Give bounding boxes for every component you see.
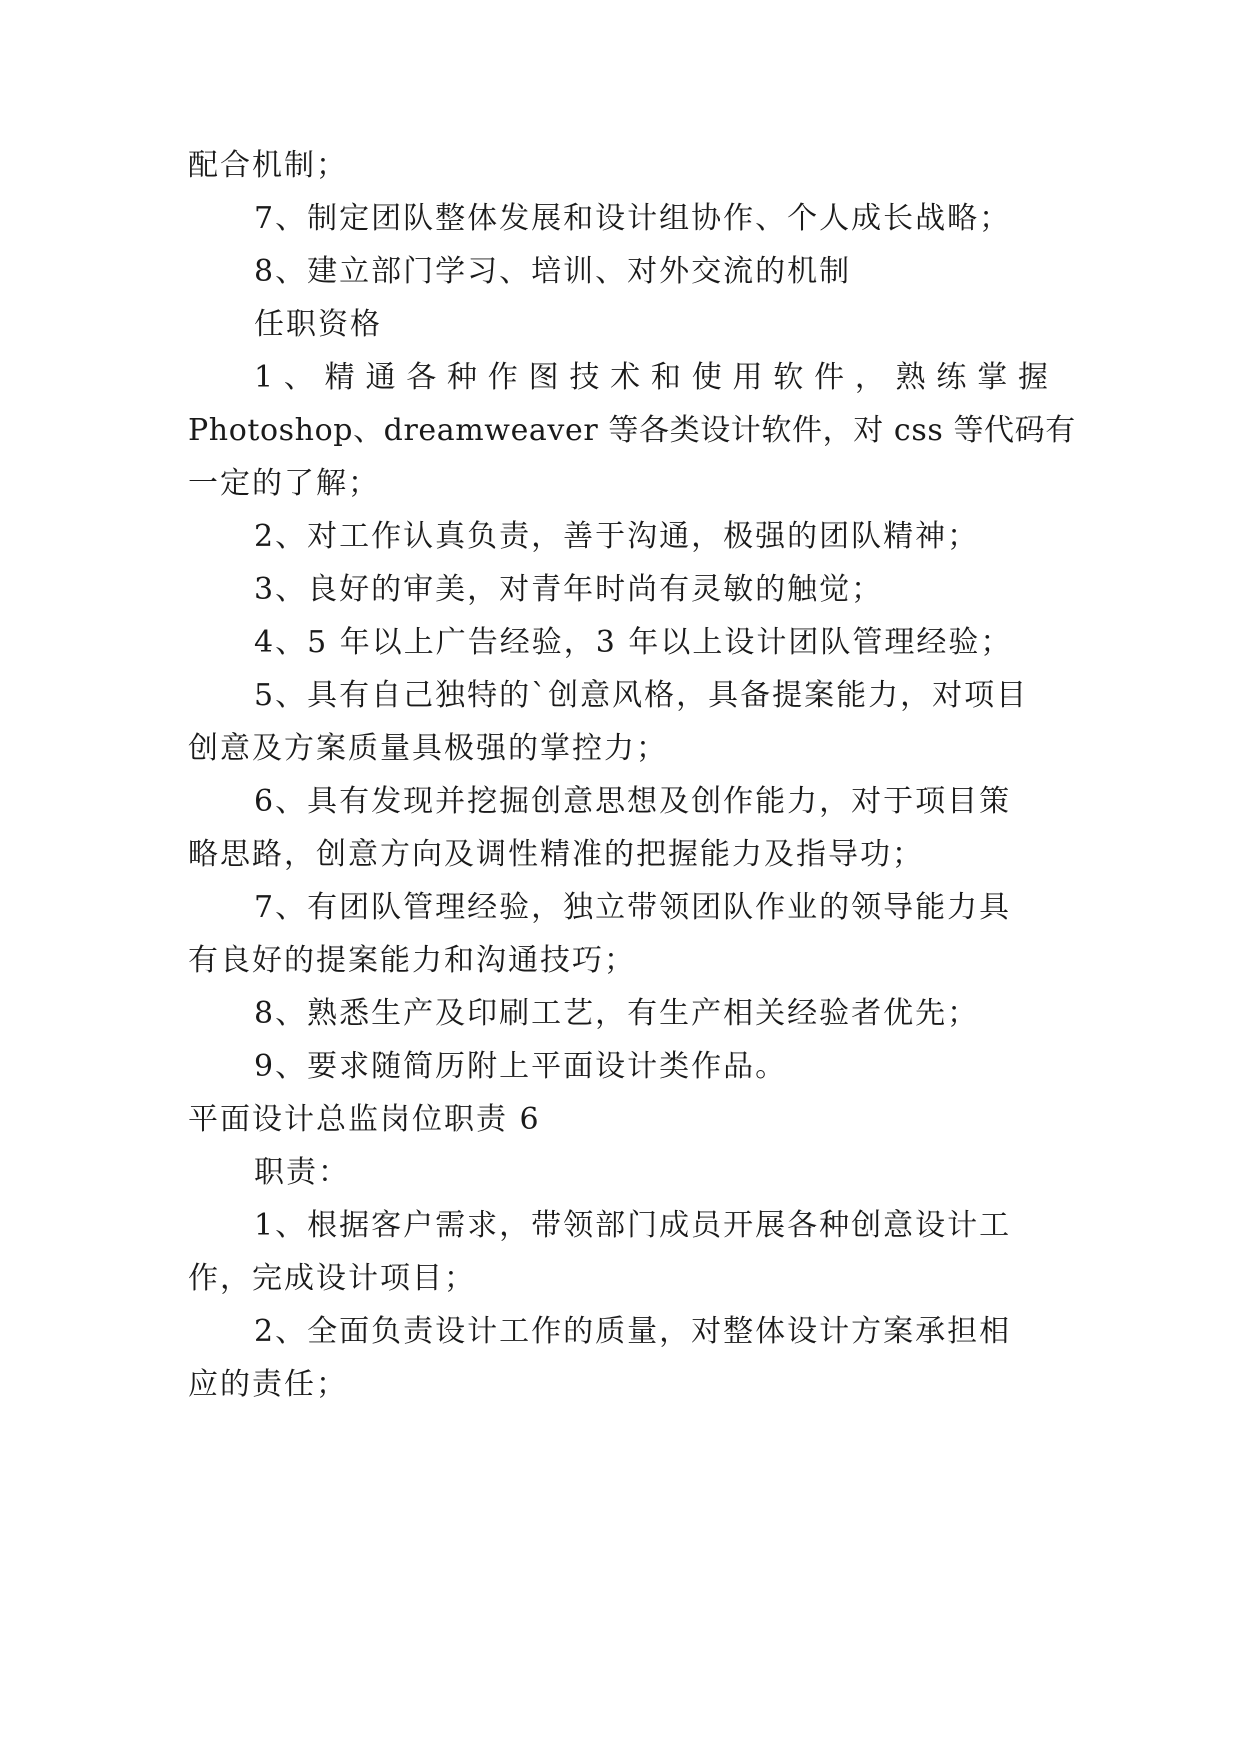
text-line: 作，完成设计项目； <box>188 1261 476 1296</box>
section-title: 平面设计总监岗位职责 6 <box>188 1102 541 1137</box>
text-line: 5、具有自己独特的`创意风格，具备提案能力，对项目 <box>254 678 1029 713</box>
text-line: 8、熟悉生产及印刷工艺，有生产相关经验者优先； <box>254 996 980 1031</box>
text-line: Photoshop、dreamweaver 等各类设计软件，对 css 等代码有 <box>188 413 1076 448</box>
text-line: 2、对工作认真负责，善于沟通，极强的团队精神； <box>254 519 980 554</box>
text-line: 配合机制； <box>188 148 348 183</box>
section-heading: 任职资格 <box>254 307 382 342</box>
text-line: 一定的了解； <box>188 466 380 501</box>
text-line: 4、5 年以上广告经验，3 年以上设计团队管理经验； <box>254 625 1013 660</box>
text-line: 7、制定团队整体发展和设计组协作、个人成长战略； <box>254 201 1012 236</box>
text-line: 1、精通各种作图技术和使用软件，熟练掌握 <box>254 360 1050 395</box>
text-line: 2、全面负责设计工作的质量，对整体设计方案承担相 <box>254 1314 1012 1349</box>
text-line: 略思路，创意方向及调性精准的把握能力及指导功； <box>188 837 924 872</box>
text-line: 有良好的提案能力和沟通技巧； <box>188 943 636 978</box>
text-line: 9、要求随简历附上平面设计类作品。 <box>254 1049 788 1084</box>
section-heading: 职责： <box>254 1155 350 1190</box>
text-line: 创意及方案质量具极强的掌控力； <box>188 731 668 766</box>
text-line: 8、建立部门学习、培训、对外交流的机制 <box>254 254 852 289</box>
text-line: 1、根据客户需求，带领部门成员开展各种创意设计工 <box>254 1208 1012 1243</box>
text-line: 6、具有发现并挖掘创意思想及创作能力，对于项目策 <box>254 784 1012 819</box>
text-line: 3、良好的审美，对青年时尚有灵敏的触觉； <box>254 572 884 607</box>
text-line: 7、有团队管理经验，独立带领团队作业的领导能力具 <box>254 890 1012 925</box>
text-line: 应的责任； <box>188 1367 348 1402</box>
